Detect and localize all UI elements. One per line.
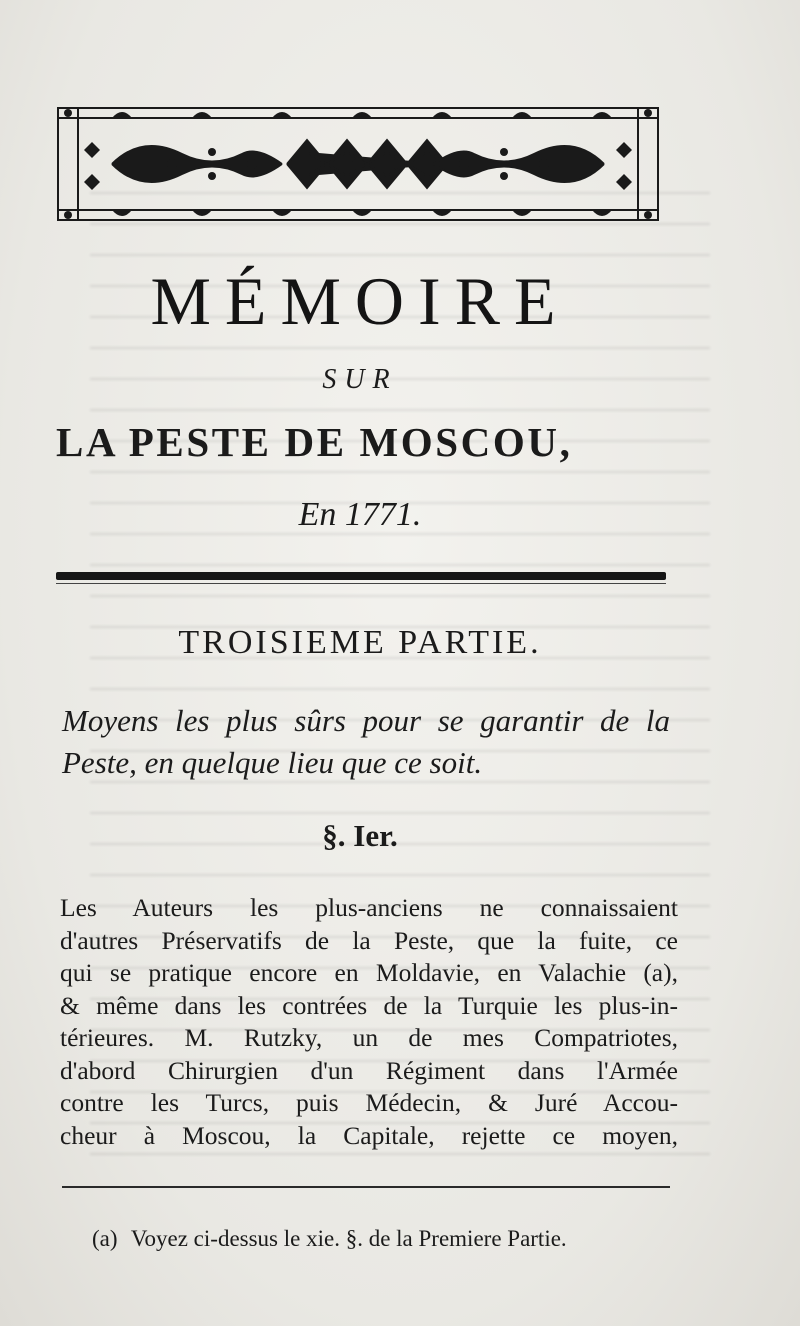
footnote-rule (62, 1186, 670, 1188)
body-line: qui se pratique encore en Moldavie, en Valachie (a), (60, 958, 678, 987)
footnote-text: Voyez ci-dessus le xie. §. de la Premiere Partie. (130, 1226, 567, 1251)
section-summary: Moyens les plus sûrs pour se garantir de la Peste, en quelque lieu que ce soit. (62, 703, 670, 780)
footnote-mark: (a) (92, 1226, 118, 1251)
body-line: & même dans les contrées de la Turquie les plus-in- (60, 990, 678, 1020)
body-line: Les Auteurs les plus-anciens ne connaissaient (60, 893, 678, 922)
heavy-rule (56, 572, 666, 580)
subtitle: LA PESTE DE MOSCOU, (56, 419, 573, 465)
body-line: contre les Turcs, puis Médecin, & Juré Accou- (60, 1088, 678, 1117)
body-line: térieures. M. Rutzky, un de mes Compatriotes, (60, 1023, 678, 1052)
body-line: d'abord Chirurgien d'un Régiment dans l'Armée (60, 1055, 678, 1085)
body-line: d'autres Préservatifs de la Peste, que la fuite, ce (60, 925, 678, 955)
title-preposition: SUR (322, 364, 398, 395)
body-line: cheur à Moscou, la Capitale, rejette ce moyen, (60, 1120, 678, 1150)
footnote (92, 1226, 692, 1252)
section-number: §. Ier. (322, 818, 398, 853)
page-title: MÉMOIRE (150, 263, 570, 339)
decorative-headpiece (52, 102, 664, 226)
year-line: En 1771. (298, 496, 422, 533)
body-text (60, 892, 678, 1152)
part-heading: TROISIEME PARTIE. (178, 624, 542, 661)
